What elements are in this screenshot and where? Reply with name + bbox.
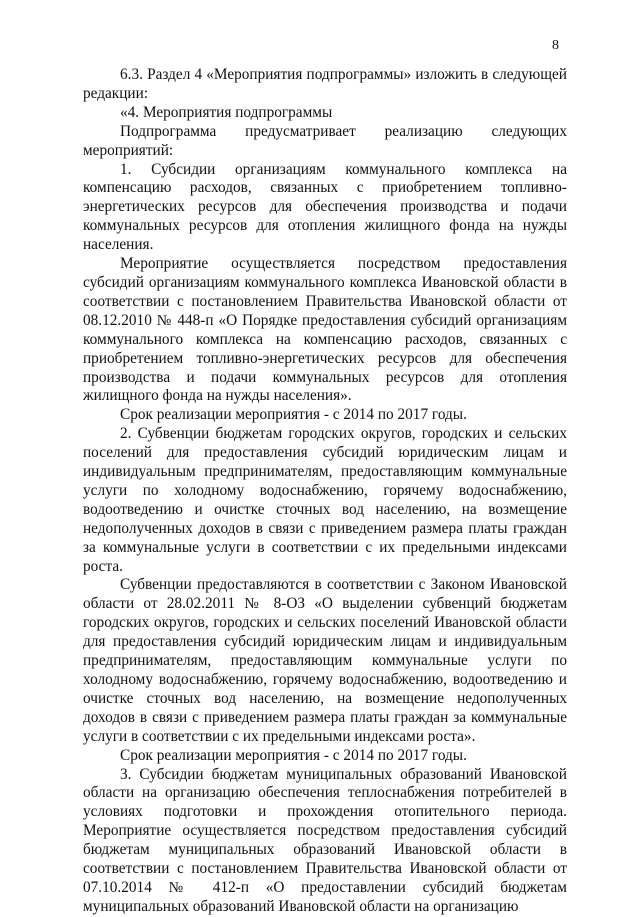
paragraph-intro: Подпрограмма предусматривает реализацию следующих мероприятий: <box>83 122 567 159</box>
paragraph-measure-3: 3. Субсидии бюджетам муниципальных образований Ивановской области на организацию обеспечения теплоснабжения потребителей в условиях подготовки и прохождения отопительного периода. Мероприятие осуществляется посредством предоставления субсидий бюджетам муниципальных образований Ивановской области в соответствии с постановлением Правительства Ивановской области от 07.10.2014 № 412-п «О предоставлении субсидий бюджетам муниципальных образований Ивановской области на организацию <box>83 765 567 915</box>
paragraph-measure-2-details: Субвенции предоставляются в соответствии с Законом Ивановской области от 28.02.2011 № 8-ОЗ «О выделении субвенций бюджетам городских округов, городских и сельских поселений Ивановской области для предоставления субсидий юридическим лицам и индивидуальным предпринимателям, предоставляющим коммунальные услуги по холодному водоснабжению, горячему водоснабжению, водоотведению и очистке сточных вод населению, на возмещение недополученных доходов в связи с приведением размера платы граждан за коммунальные услуги в соответствии с их предельными индексами роста». <box>83 576 567 745</box>
paragraph-measure-2: 2. Субвенции бюджетам городских округов, городских и сельских поселений для предоставления субсидий юридическим лицам и индивидуальным предпринимателям, предоставляющим коммунальные услуги по холодному водоснабжению, горячему водоснабжению, водоотведению и очистке сточных вод населению, на возмещение недополученных доходов в связи с приведением размера платы граждан за коммунальные услуги в соответствии с их предельными индексами роста. <box>83 425 567 575</box>
paragraph-measure-1-term: Срок реализации мероприятия - с 2014 по 2017 годы. <box>120 406 467 424</box>
paragraph-section-amendment: 6.3. Раздел 4 «Мероприятия подпрограммы» изложить в следующей редакции: <box>83 66 567 102</box>
paragraph-measure-2-term: Срок реализации мероприятия - с 2014 по 2017 годы. <box>120 746 467 764</box>
document-body <box>83 66 567 917</box>
page-number: 8 <box>552 38 559 53</box>
paragraph-measure-1: 1. Субсидии организациям коммунального комплекса на компенсацию расходов, связанных с приобретением топливно-энергетических ресурсов для обеспечения производства и подачи коммунальных ресурсов для отопления жилищного фонда на нужды населения. <box>83 160 567 254</box>
paragraph-section-heading: «4. Мероприятия подпрограммы <box>120 103 333 121</box>
paragraph-measure-1-details: Мероприятие осуществляется посредством предоставления субсидий организациям коммунального комплекса Ивановской области в соответствии с постановлением Правительства Ивановской области от 08.12.2010 № 448-п «О Порядке предоставления субсидий организациям коммунального комплекса на компенсацию расходов, связанных с приобретением топливно-энергетических ресурсов для обеспечения производства и подачи коммунальных ресурсов для отопления жилищного фонда на нужды населения». <box>83 255 567 405</box>
